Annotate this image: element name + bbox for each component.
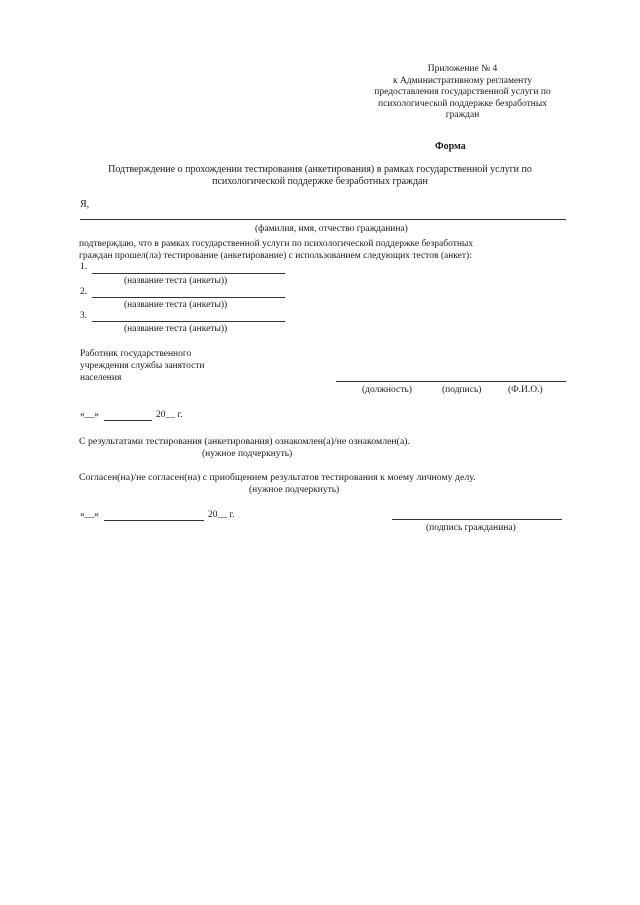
- worker-signature-field[interactable]: [336, 381, 566, 382]
- document-title: [70, 164, 570, 188]
- confirm-line: подтверждаю, что в рамках государственной услуги по психологической поддержке безработных: [79, 239, 474, 249]
- appendix-header: [360, 64, 565, 122]
- confirm-line: граждан прошел(ла) тестирование (анкетирование) с использованием следующих тестов (анкет):: [79, 251, 472, 261]
- test-caption: (название теста (анкеты)): [124, 276, 228, 286]
- worker-line: населения: [80, 373, 122, 383]
- date-year: 20__ г.: [156, 410, 183, 420]
- test-number: 1.: [80, 262, 88, 272]
- fio-caption: (фамилия, имя, отчество гражданина): [255, 224, 408, 234]
- worker-line: Работник государственного: [80, 349, 192, 359]
- appendix-line: Приложение № 4: [427, 64, 498, 74]
- results-note: (нужное подчеркнуть): [202, 449, 293, 459]
- signature-caption: (подпись): [442, 385, 482, 395]
- test-name-field[interactable]: [92, 273, 285, 274]
- test-name-field[interactable]: [92, 297, 285, 298]
- test-number: 2.: [80, 287, 88, 297]
- citizen-signature-field[interactable]: [392, 519, 562, 520]
- date-year: 20__ г.: [208, 510, 235, 520]
- test-caption: (название теста (анкеты)): [124, 324, 228, 334]
- title-line: Подтверждение о прохождении тестирования (анкетирования) в рамках государственной услуги по: [108, 164, 532, 175]
- form-label: Форма: [435, 141, 466, 152]
- confirm-text: [79, 238, 566, 262]
- test-name-field[interactable]: [92, 321, 285, 322]
- title-line: психологической поддержке безработных граждан: [212, 176, 428, 187]
- test-caption: (название теста (анкеты)): [124, 300, 228, 310]
- worker-line: учреждения службы занятости: [80, 361, 205, 371]
- test-number: 3.: [80, 311, 88, 321]
- i-label: Я,: [80, 199, 90, 210]
- appendix-line: психологической поддержке безработных: [378, 98, 547, 109]
- consent-note: (нужное подчеркнуть): [249, 485, 340, 495]
- date-day: «__»: [80, 410, 99, 420]
- appendix-line: граждан: [445, 110, 480, 120]
- appendix-line: предоставления государственной услуги по: [374, 87, 551, 97]
- appendix-line: к Административному регламенту: [392, 75, 533, 86]
- date-month-field[interactable]: [104, 420, 152, 421]
- fio-short-caption: (Ф.И.О.): [508, 385, 543, 395]
- worker-label: [80, 348, 205, 384]
- date-month-field[interactable]: [104, 520, 204, 521]
- date-day: «__»: [80, 510, 99, 520]
- consent-statement: Согласен(на)/не согласен(на) с приобщением результатов тестирования к моему личному делу.: [79, 472, 476, 483]
- citizen-signature-caption: (подпись гражданина): [426, 523, 516, 533]
- fio-field[interactable]: [80, 219, 566, 220]
- position-caption: (должность): [362, 385, 412, 395]
- results-statement: С результатами тестирования (анкетирования) ознакомлен(а)/не ознакомлен(а).: [79, 436, 411, 447]
